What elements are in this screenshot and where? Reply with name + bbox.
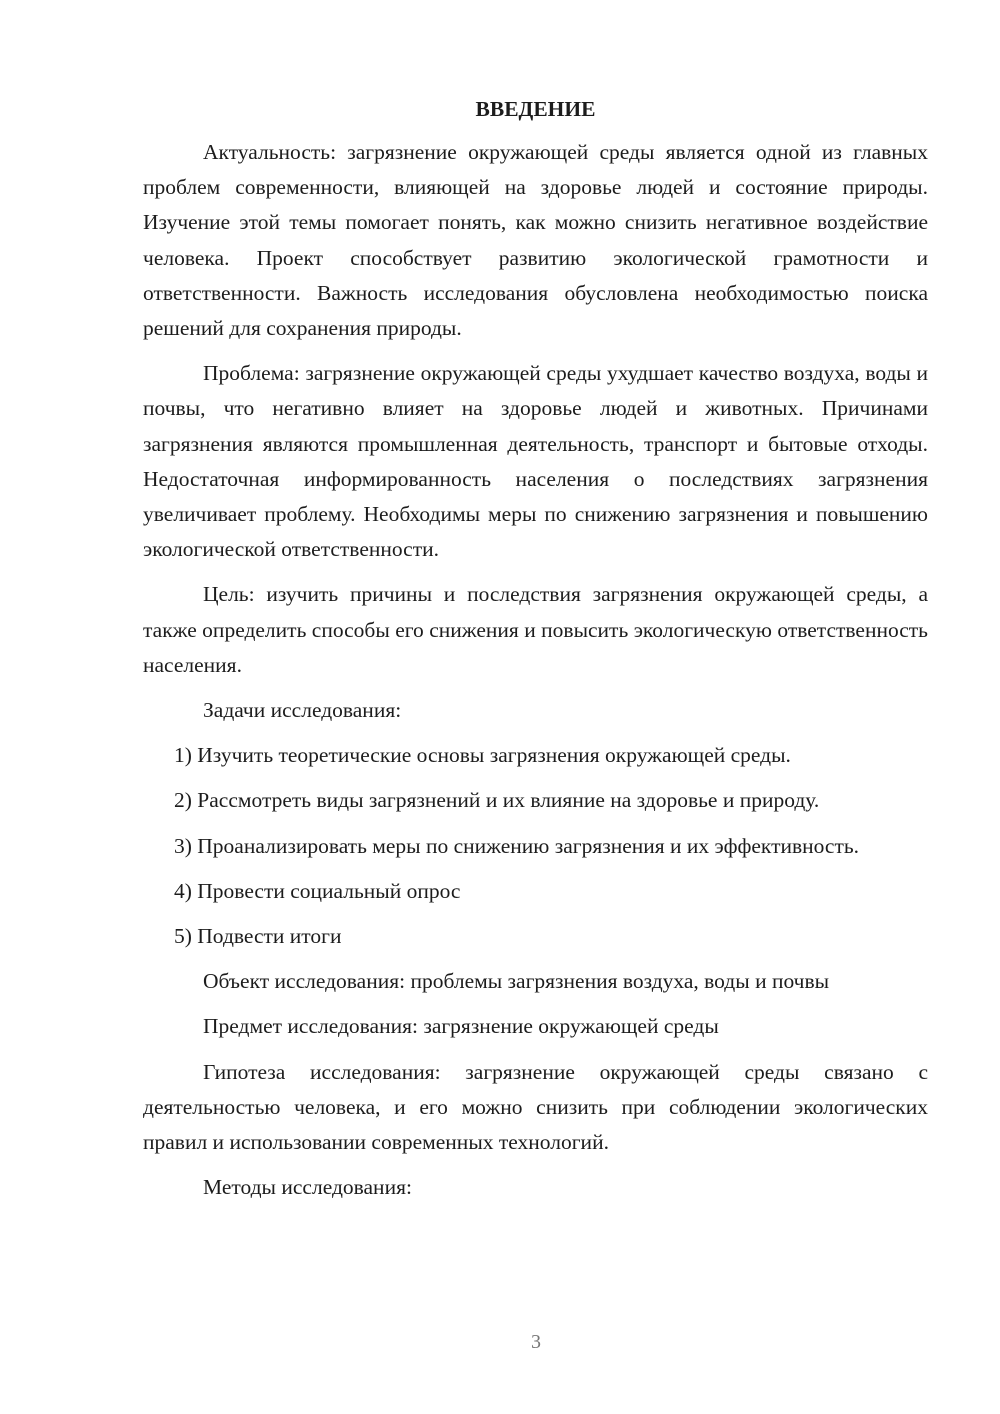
task-item-4: 4) Провести социальный опрос: [174, 878, 461, 903]
task-item-5: 5) Подвести итоги: [174, 924, 342, 949]
problem-paragraph: Проблема: загрязнение окружающей среды ухудшает качество воздуха, воды и почвы, что негативно влияет на здоровье людей и животных. Причинами загрязнения являются промышленная деятельность, транспорт и бытовые отходы. Недостаточная информированность населения о последствиях загрязнения увеличивает проблему. Необходимы меры по снижению загрязнения и повышению экологической ответственности.: [143, 361, 928, 562]
task-item-3: 3) Проанализировать меры по снижению загрязнения и их эффективность.: [174, 833, 860, 858]
relevance-paragraph: Актуальность: загрязнение окружающей среды является одной из главных проблем современности, влияющей на здоровье людей и состояние природы. Изучение этой темы помогает понять, как можно снизить негативное воздействие человека. Проект способствует развитию экологической грамотности и ответственности. Важность исследования обусловлена необходимостью поиска решений для сохранения природы.: [143, 140, 928, 341]
page-number: 3: [531, 1331, 541, 1353]
hypothesis-paragraph: Гипотеза исследования: загрязнение окружающей среды связано с деятельностью человека, и его можно снизить при соблюдении экологических правил и использовании современных технологий.: [143, 1059, 928, 1155]
document-page: [143, 92, 928, 1215]
task-item-2: 2) Рассмотреть виды загрязнений и их влияние на здоровье и природу.: [174, 788, 820, 813]
goal-paragraph: Цель: изучить причины и последствия загрязнения окружающей среды, а также определить способы его снижения и повысить экологическую ответственность населения.: [143, 582, 928, 677]
tasks-title: Задачи исследования:: [203, 698, 402, 723]
methods-title: Методы исследования:: [203, 1175, 412, 1200]
object-line: Объект исследования: проблемы загрязнения воздуха, воды и почвы: [203, 969, 830, 994]
subject-line: Предмет исследования: загрязнение окружающей среды: [203, 1014, 719, 1039]
task-item-1: 1) Изучить теоретические основы загрязнения окружающей среды.: [174, 743, 791, 768]
section-heading: ВВЕДЕНИЕ: [475, 97, 596, 121]
